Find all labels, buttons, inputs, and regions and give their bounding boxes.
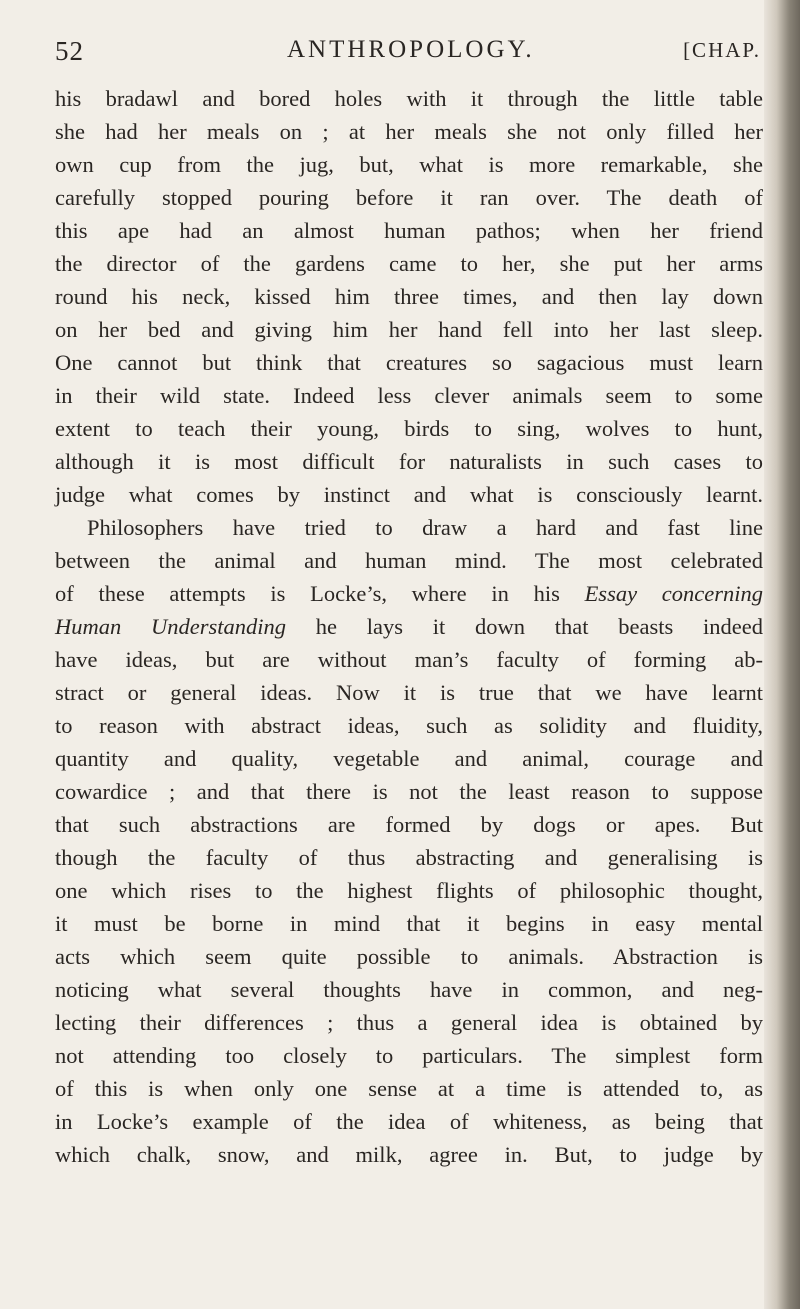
text-line [55,577,763,610]
text-line [55,181,763,214]
line-text: of these attempts is Locke’s, where in his [55,581,585,606]
line-text: stract or general ideas. Now it is true that we have learnt [55,680,763,705]
line-text: carefully stopped pouring before it ran over. The death of [55,185,763,210]
text-line [55,676,763,709]
line-text: round his neck, kissed him three times, and then lay down [55,284,763,309]
line-text: quantity and quality, vegetable and animal, courage and [55,746,763,771]
text-line [55,742,763,775]
text-line [55,478,763,511]
page-number: 52 [55,36,84,66]
text-line [55,280,763,313]
text-line [55,775,763,808]
text-line [55,1138,763,1171]
line-text: although it is most difficult for naturalists in such cases to [55,449,763,474]
text-line [55,82,763,115]
line-text: extent to teach their young, birds to sing, wolves to hunt, [55,416,763,441]
line-text: one which rises to the highest flights of philosophic thought, [55,878,763,903]
text-line [55,874,763,907]
line-text: he lays it down that beasts indeed [286,614,764,639]
line-text: noticing what several thoughts have in common, and neg- [55,977,763,1002]
text-line [55,214,763,247]
text-line [55,511,763,544]
line-text: the director of the gardens came to her, she put her arms [55,251,763,276]
text-line [55,1105,763,1138]
line-text: judge what comes by instinct and what is consciously learnt. [55,482,763,507]
text-line [55,940,763,973]
line-text: it must be borne in mind that it begins in easy mental [55,911,763,936]
text-line [55,379,763,412]
body-text [55,82,763,1171]
line-text: in Locke’s example of the idea of whiteness, as being that [55,1109,763,1134]
text-line [55,247,763,280]
book-title-italic: Human Understanding [55,614,287,639]
line-text: his bradawl and bored holes with it through the little table [55,86,763,111]
line-text: acts which seem quite possible to animals. Abstraction is [55,944,763,969]
text-line [55,412,763,445]
line-text: that such abstractions are formed by dogs or apes. But [55,812,763,837]
text-line [55,148,763,181]
text-line [55,346,763,379]
line-text: to reason with abstract ideas, such as solidity and fluidity, [55,713,763,738]
text-line [55,643,763,676]
text-line [55,808,763,841]
line-text: Philosophers have tried to draw a hard and fast line [87,515,763,540]
page-header [55,36,761,76]
text-line [55,709,763,742]
line-text: own cup from the jug, but, what is more remarkable, she [55,152,763,177]
text-line [55,907,763,940]
line-text: not attending too closely to particulars. The simplest form [55,1043,763,1068]
line-text: on her bed and giving him her hand fell into her last sleep. [55,317,763,342]
text-line [55,1039,763,1072]
text-line [55,544,763,577]
text-line [55,313,763,346]
book-title-italic: Essay concerning [584,581,763,606]
line-text: between the animal and human mind. The most celebrated [55,548,763,573]
line-text: One cannot but think that creatures so sagacious must learn [55,350,763,375]
line-text: this ape had an almost human pathos; when her friend [55,218,763,243]
text-line [55,841,763,874]
line-text: though the faculty of thus abstracting and generalising is [55,845,763,870]
page-edge-shadow [764,0,800,1309]
text-line [55,1006,763,1039]
text-line [55,973,763,1006]
line-text: she had her meals on ; at her meals she not only filled her [55,119,763,144]
line-text: lecting their differences ; thus a general idea is obtained by [55,1010,763,1035]
text-line [55,445,763,478]
text-line [55,610,763,643]
text-line [55,115,763,148]
line-text: of this is when only one sense at a time is attended to, as [55,1076,763,1101]
chapter-mark: [CHAP. [683,38,761,62]
line-text: have ideas, but are without man’s faculty of forming ab- [55,647,763,672]
text-line [55,1072,763,1105]
line-text: cowardice ; and that there is not the least reason to suppose [55,779,763,804]
line-text: which chalk, snow, and milk, agree in. But, to judge by [55,1142,763,1167]
running-head: ANTHROPOLOGY. [287,36,535,63]
line-text: in their wild state. Indeed less clever animals seem to some [55,383,763,408]
